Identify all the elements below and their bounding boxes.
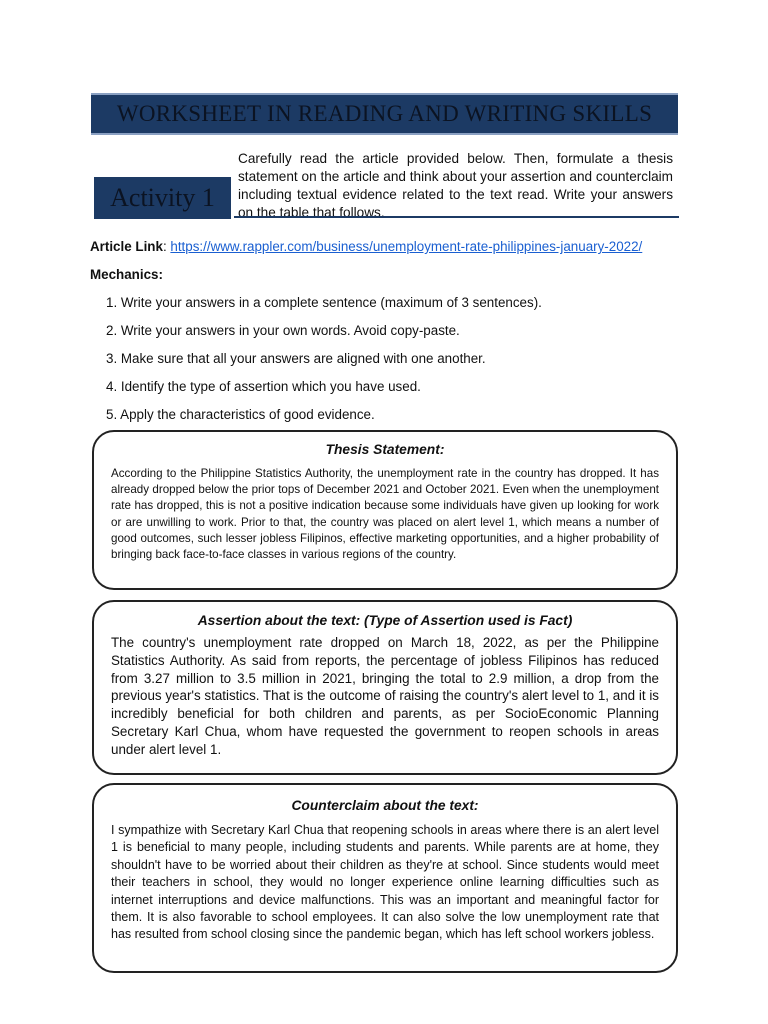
activity-label: Activity 1 — [110, 183, 215, 212]
activity-instructions: Carefully read the article provided below. Then, formulate a thesis statement on the article and think about your assertion and counterclaim including textual evidence related to the text read. Write your answers on the table that follows. — [238, 151, 673, 220]
counterclaim-text: I sympathize with Secretary Karl Chua that reopening schools in areas where there is an alert level 1 is beneficial to many people, including students and parents. While parents are at home, they shouldn't have to be worried about their children as they're at school. Since students would meet their teachers in school, they would no longer experience online learning difficulties such as internet interruptions and device malfunctions. This was an important and meaningful factor for them. It is also favorable to school employees. It can also solve the low unemployment rate that has resulted from school closing since the pandemic began, which has left school workers jobless. — [111, 823, 659, 942]
mechanics-heading: Mechanics: — [90, 267, 163, 282]
mechanics-item: 1. Write your answers in a complete sentence (maximum of 3 sentences). — [106, 295, 542, 310]
mechanics-item: 2. Write your answers in your own words. Avoid copy-paste. — [106, 323, 460, 338]
assertion-text: The country's unemployment rate dropped on March 18, 2022, as per the Philippine Statistics Authority. As said from reports, the percentage of jobless Filipinos has reduced from 3.27 million to 3.5 million in 2021, bringing the total to 2.9 million, a drop from the previous year's statistics. That is the outcome of raising the country's alert level to 1, and it is incredibly beneficial for both children and parents, as per SocioEconomic Planning Secretary Karl Chua, whom have requested the government to reopen schools in areas under alert level 1. — [111, 635, 659, 757]
thesis-statement-card — [92, 430, 678, 590]
mechanics-list — [106, 295, 542, 435]
article-link[interactable]: https://www.rappler.com/business/unemployment-rate-philippines-january-2022/ — [170, 239, 643, 254]
counterclaim-title: Counterclaim about the text: — [291, 798, 479, 813]
instructions-divider — [234, 216, 679, 218]
assertion-title: Assertion about the text: (Type of Assertion used is Fact) — [197, 613, 573, 628]
thesis-statement-text: According to the Philippine Statistics Authority, the unemployment rate in the country has dropped. It has already dropped below the prior tops of December 2021 and October 2021. Even when the unemployment rate has dropped, this is not a positive indication because some individuals have given up looking for work or are unwilling to work. Prior to that, the country was placed on alert level 1, which means a number of good outcomes, such lesser jobless Filipinos, effective marketing opportunities, and a higher probability of bringing back face-to-face classes in various regions of the country. — [111, 467, 659, 562]
counterclaim-card — [92, 783, 678, 973]
mechanics-item: 5. Apply the characteristics of good evidence. — [106, 407, 375, 422]
thesis-statement-title: Thesis Statement: — [325, 442, 445, 457]
worksheet-title: WORKSHEET IN READING AND WRITING SKILLS — [116, 101, 653, 126]
mechanics-item: 4. Identify the type of assertion which you have used. — [106, 379, 421, 394]
article-link-line — [90, 239, 642, 254]
article-link-label: Article Link — [90, 239, 163, 254]
worksheet-title-banner — [91, 93, 678, 135]
assertion-card — [92, 600, 678, 775]
activity-label-box — [94, 177, 231, 219]
mechanics-item: 3. Make sure that all your answers are aligned with one another. — [106, 351, 486, 366]
article-link-separator: : — [162, 239, 171, 254]
